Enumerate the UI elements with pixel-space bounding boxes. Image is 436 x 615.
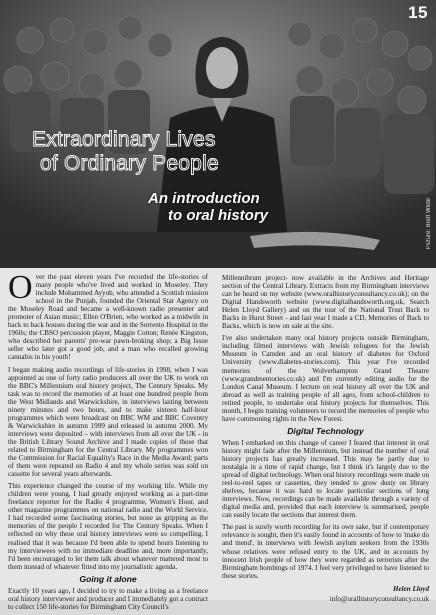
article-subtitle-line-1: An introduction <box>148 190 260 207</box>
right-column <box>222 274 429 603</box>
hero-photo <box>0 0 436 268</box>
paragraph-text: ver the past eleven years I've recorded the life-stories of many people who've lived and worked in Moseley. They include Mohammed Ayyub, who attended a Scottish mission school in the Punjab, founded the Oriental Star Agency on the Moseley Road and became a well-known radio presenter and promoter of Asian music; Ellen O'Brien, who worked as a midwife in back to back houses during the war and in the Sorrento Hospital in the 1960s; the CBSO percussion player, Maggie Cotton; Renée Kingston, who described her parents' pre-war pawn-broking shop; a Big Issue seller who later got a good job, and a man who recalled growing cannabis in his youth! <box>8 273 208 362</box>
author-email: info@oralhistoryconsultancy.co.uk <box>329 594 429 603</box>
article-title-line-1: Extraordinary Lives <box>32 128 216 151</box>
paragraph: I began making audio recordings of life-stories in 1998, when I was appointed as one of forty radio producers all over the UK to work on the BBC's Millennium oral history project, The Century Speaks. My task was to record the memories of at least one hundred people from the West Midlands and Warwickshire, in interviews lasting between ninety minutes and two hours, and to make sixteen half-hour programmes which were broadcast on BBC WM and BBC Coventry & Warwickshire in autumn 1999 and released in autumn 2000. My interviews were deposited – with interviews from all over the UK - in the British Library Sound Archive and I made copies of those that related to Birmingham for the Central Library. My programmes won the Commission for Racial Equality's Race in the Media Award; parts of them were repeated on Radio 4 and my whole series was sold on cassette for several years afterwards. <box>8 365 208 479</box>
paragraph: Exactly 10 years ago, I decided to try to make a living as a freelance oral history interviewer and producer and I immediately got a contract to collect 150 life-stories for Birmingham City Council's <box>8 586 208 611</box>
paragraph: The past is surely worth recording for its own sake, but if contemporary relevance is sought, then it's easily found in accounts of how to 'make do and mend', in interviews with Jewish asylum seekers from the 1930s whose relatives were refused entry to the UK, and in accounts by innocent Irish people of how they were regarded as terrorists after the Birmingham bombings of 1974. I feel very privileged to have listened to these stories. <box>222 523 429 580</box>
article-title-line-2: of Ordinary People <box>40 152 219 175</box>
paragraph <box>8 269 208 362</box>
drop-cap: O <box>8 269 33 306</box>
page-number: 15 <box>408 3 428 22</box>
section-heading: Digital Technology <box>287 425 364 436</box>
paragraph: This experience changed the course of my working life. While my children were young, I had greatly enjoyed working as a part-time freelance reporter for the Radio 4 programme, Women's Hour, and other magazine programmes on national radio and the World Service. I had recorded some fascinating stories, but none as gripping as the memories of the people I recorded for The Century Speaks. When I reflected on why these oral history interviews were so compelling, I realised that it was because I'd been able to spend hours listening to my interviewees with no immediate deadline and, more importantly, I'd been encouraged to let them talk about whatever mattered most to them instead of whatever fitted into my journalistic agenda. <box>8 482 208 571</box>
author-name: Helen Lloyd <box>392 584 429 593</box>
paragraph: Millennibrum project- now available in the Archives and Heritage section of the Central Library. Extracts from my Birmingham interviews can be heard on my website (www.oralhistoryconsultancy.co.uk); on the Digital Handsworth website (www.digitalhandsworth.org.uk, Search Helen Lloyd Gallery) and on the tour of the National Trust Back to Backs in Hurst Street - and last year I made a CD, Memories of Back to Backs, which is now on sale at the site. <box>222 274 429 331</box>
left-column <box>8 269 208 615</box>
section-heading: Going it alone <box>79 573 137 584</box>
paragraph: When I embarked on this change of career I feared that interest in oral history might fade after the Millennium, but instead the number of oral history projects has greatly increased. This may be partly due to nostalgia in a time of rapid change, but I think it's largely due to the spread of digital technology. When oral history recordings were made on reel-to-reel tapes or cassettes, they tended to grow dusty on library shelves, because it was hard to locate particular sections of long interviews. Now, recordings can be made available through a variety of digital media and, provided that each interview is summarised, people can easily locate the sections that interest them. <box>222 438 429 520</box>
article-subtitle-line-2: to oral history <box>168 207 269 224</box>
photo-credit: Picture: Brett Wilde <box>426 198 432 250</box>
paragraph: I've also undertaken many oral history projects outside Birmingham, including filmed interviews with Jewish refugees for the Jewish Museum in Camden and an oral history of diabetes for Oxford University (www.diabetes-stories.com). This year I've recorded memories of the Wolverhampton Grand Theatre (www.grandmemories.co.uk) and I'm currently editing audio for the London Canal Museum. I lecture on oral history all over the UK and abroad as well as training people of all ages, from school-children to retired people, to undertake oral history projects for themselves. This month, I begin training volunteers to record the memories of people who have commoning rights in the New Forest. <box>222 334 429 423</box>
